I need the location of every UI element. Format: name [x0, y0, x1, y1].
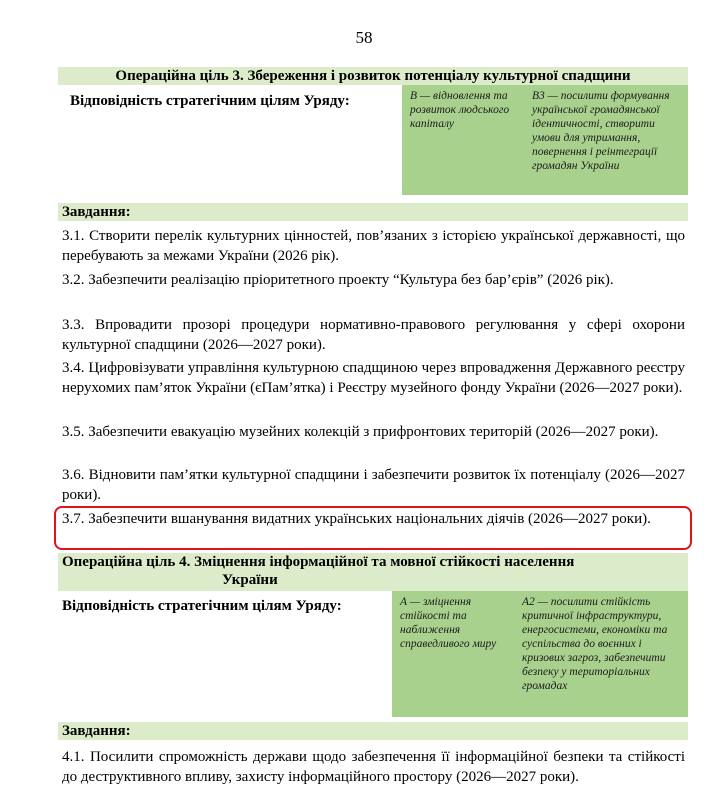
task-item: 3.2. Забезпечити реалізацію пріоритетного проекту “Культура без бар’єрів” (2026 рік).	[62, 272, 614, 288]
operational-goal-4-heading	[58, 553, 688, 591]
operational-goal-3-heading: Операційна ціль 3. Збереження і розвиток потенціалу культурної спадщини	[58, 67, 688, 85]
task-item: 3.3. Впровадити прозорі процедури нормативно-правового регулювання у сфері охорони культурної спадщини (2026—2027 роки).	[62, 317, 685, 353]
page-number: 58	[355, 28, 373, 47]
task-item: 3.6. Відновити пам’ятки культурної спадщини і забезпечити розвиток їх потенціалу (2026—2027 роки).	[62, 467, 685, 503]
heading-line-1: Операційна ціль 4. Зміцнення інформаційної та мовної стійкості населення	[62, 554, 575, 570]
goal-primary: В — відновлення та розвиток людського капіталу	[410, 90, 510, 130]
goal-label: Відповідність стратегічним цілям Уряду:	[70, 93, 350, 109]
task-item: 3.1. Створити перелік культурних цінностей, пов’язаних з історією української державності, що перебувають за межами України (2026 рік).	[62, 228, 685, 264]
task-item: 4.1. Посилити спроможність держави щодо забезпечення її інформаційної безпеки та стійкості до деструктивного впливу, захисту інформаційного простору (2026—2027 роки).	[62, 749, 685, 785]
goal-primary: А — зміцнення стійкості та наближення справедливого миру	[400, 596, 497, 650]
task-item: 3.4. Цифровізувати управління культурною спадщиною через впровадження Державного реєстру нерухомих пам’яток України (єПам’ятка) і Реєстру музейного фонду України (2026—2027 роки).	[62, 360, 685, 396]
goal-alignment-box	[392, 591, 688, 717]
tasks-heading: Завдання:	[58, 203, 688, 221]
goal-label: Відповідність стратегічним цілям Уряду:	[62, 598, 342, 614]
goal-secondary: А2 — посилити стійкість критичної інфраструктури, енергосистеми, економіки та суспільства до воєнних і кризових загроз, забезпечити безпеку у територіальних громадах	[522, 596, 668, 692]
task-item: 3.5. Забезпечити евакуацію музейних колекцій з прифронтових територій (2026—2027 роки).	[62, 424, 659, 440]
goal-secondary: В3 — посилити формування української громадянської ідентичності, створити умови для утримання, повернення і реінтеграції громадян України	[532, 90, 670, 172]
task-item-highlighted: 3.7. Забезпечити вшанування видатних українських національних діячів (2026—2027 роки).	[62, 511, 651, 527]
tasks-heading: Завдання:	[58, 722, 688, 740]
heading-line-2: України	[222, 572, 278, 588]
goal-alignment-box	[402, 85, 688, 195]
